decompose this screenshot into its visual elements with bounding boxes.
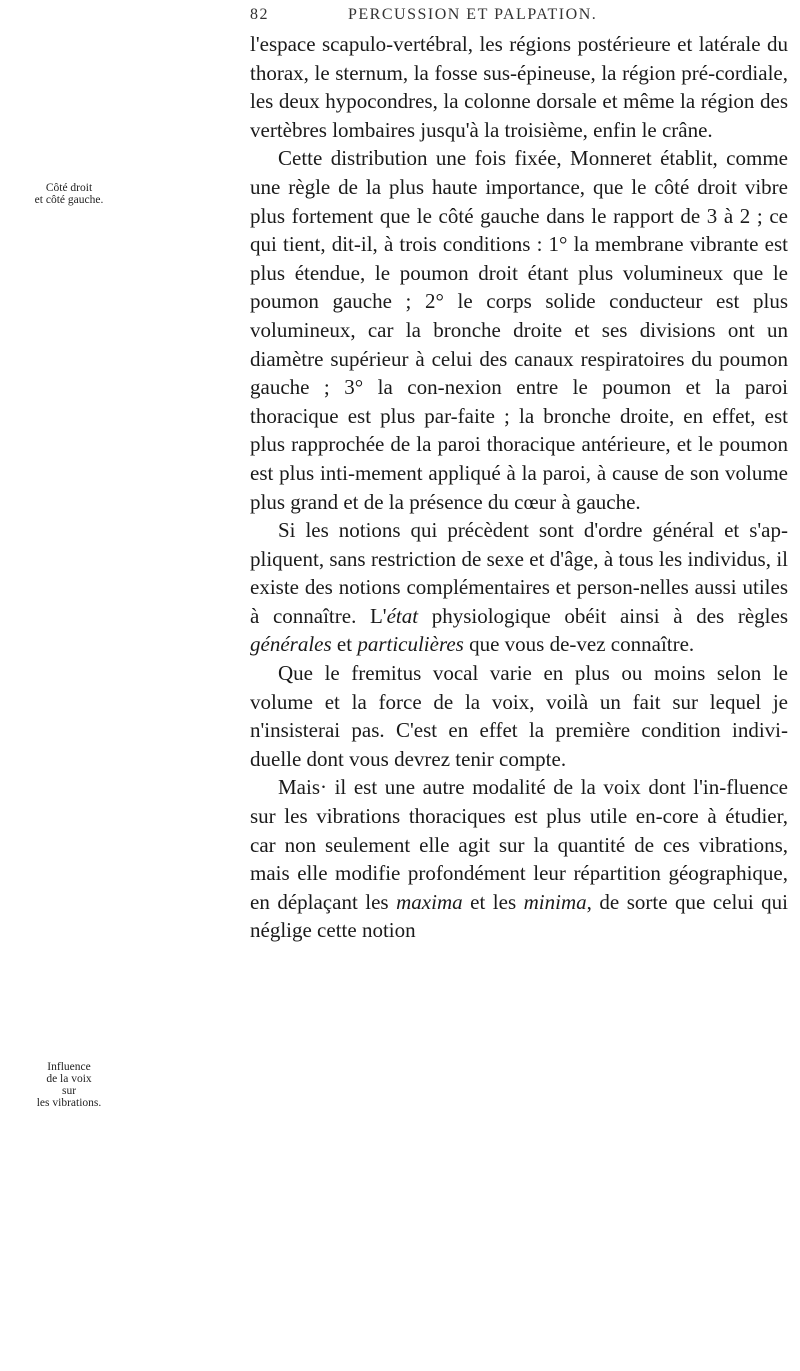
paragraph-text: Cette distribution une fois fixée, Monneret établit, comme une règle de la plus haute importance, que le côté droit vibre plus fortement que le côté gauche dans le rapport de 3 à 2 ; ce qui tient, dit-il, à trois conditions : 1° la membrane vibrante est plus étendue, le poumon droit étant plus volumineux que le poumon gauche ; 2° le corps solide conducteur est plus volumineux, car la bronche droite et ses divisions ont un diamètre supérieur à celui des canaux respiratoires du poumon gauche ; 3° la con-nexion entre le poumon et la paroi thoracique est plus par-faite ; la bronche droite, en effet, est plus rapprochée de la paroi thoracique antérieure, et le poumon est plus inti-mement appliqué à la paroi, à cause de son volume plus grand et de la présence du cœur à gauche. — [250, 146, 788, 514]
paragraph-text: Mais· il est une autre modalité de la voix dont l'in-fluence sur les vibrations thoraciques est plus utile en-core à étudier, car non seulement elle agit sur la quantité de ces vibrations, mais elle modifie profondément leur répartition géographique, en déplaçant les — [250, 775, 788, 914]
paragraph-text: que vous de-vez connaître. — [463, 632, 695, 657]
paragraph-4 — [250, 659, 788, 773]
running-title: PERCUSSION ET PALPATION. — [348, 6, 598, 23]
paragraph-text: Si les notions qui précèdent sont d'ordre général et s'ap-pliquent, sans restriction de sexe et d'âge, à tous les individus, il existe des notions complémentaires et person-nelles aussi utiles à connaître. L' — [250, 518, 788, 628]
margin-note-line: sur — [61, 1085, 77, 1097]
italic-term: maxima — [396, 889, 463, 914]
body-text — [250, 30, 788, 945]
margin-note-influence-voix — [14, 1061, 124, 1109]
italic-term: minima — [523, 889, 587, 914]
margin-note-line: les vibrations. — [36, 1097, 102, 1109]
paragraph-text: Que le fremitus vocal varie en plus ou moins selon le volume et la force de la voix, voilà un fait sur lequel je n'insisterai pas. C'est en effet la première condition indivi-duelle dont vous devrez tenir compte. — [250, 661, 788, 771]
paragraph-text: et les — [462, 889, 524, 914]
italic-term: état — [386, 603, 419, 628]
paragraph-text: et — [331, 632, 358, 657]
margin-note-line: et côté gauche. — [34, 194, 104, 206]
paragraph-text: physiologique obéit ainsi à des règles — [418, 603, 788, 628]
margin-note-line: Influence — [47, 1061, 91, 1073]
paragraph-3 — [250, 516, 788, 659]
paragraph-5 — [250, 773, 788, 945]
page-number: 82 — [250, 6, 269, 23]
paragraph-1 — [250, 30, 788, 144]
paragraph-text: , de sorte que celui qui néglige cette notion — [250, 889, 789, 943]
paragraph-text: l'espace scapulo-vertébral, les régions postérieure et latérale du thorax, le sternum, la fosse sus-épineuse, la région pré-cordiale, les deux hypocondres, la colonne dorsale et même la région des vertèbres lombaires jusqu'à la troisième, enfin le crâne. — [250, 32, 788, 142]
italic-term: générales — [250, 632, 332, 657]
margin-note-cote-droit — [14, 182, 124, 206]
margin-note-line: Côté droit — [45, 182, 93, 194]
paragraph-2 — [250, 144, 788, 516]
italic-term: particulières — [357, 632, 464, 657]
margin-note-line: de la voix — [46, 1073, 92, 1085]
